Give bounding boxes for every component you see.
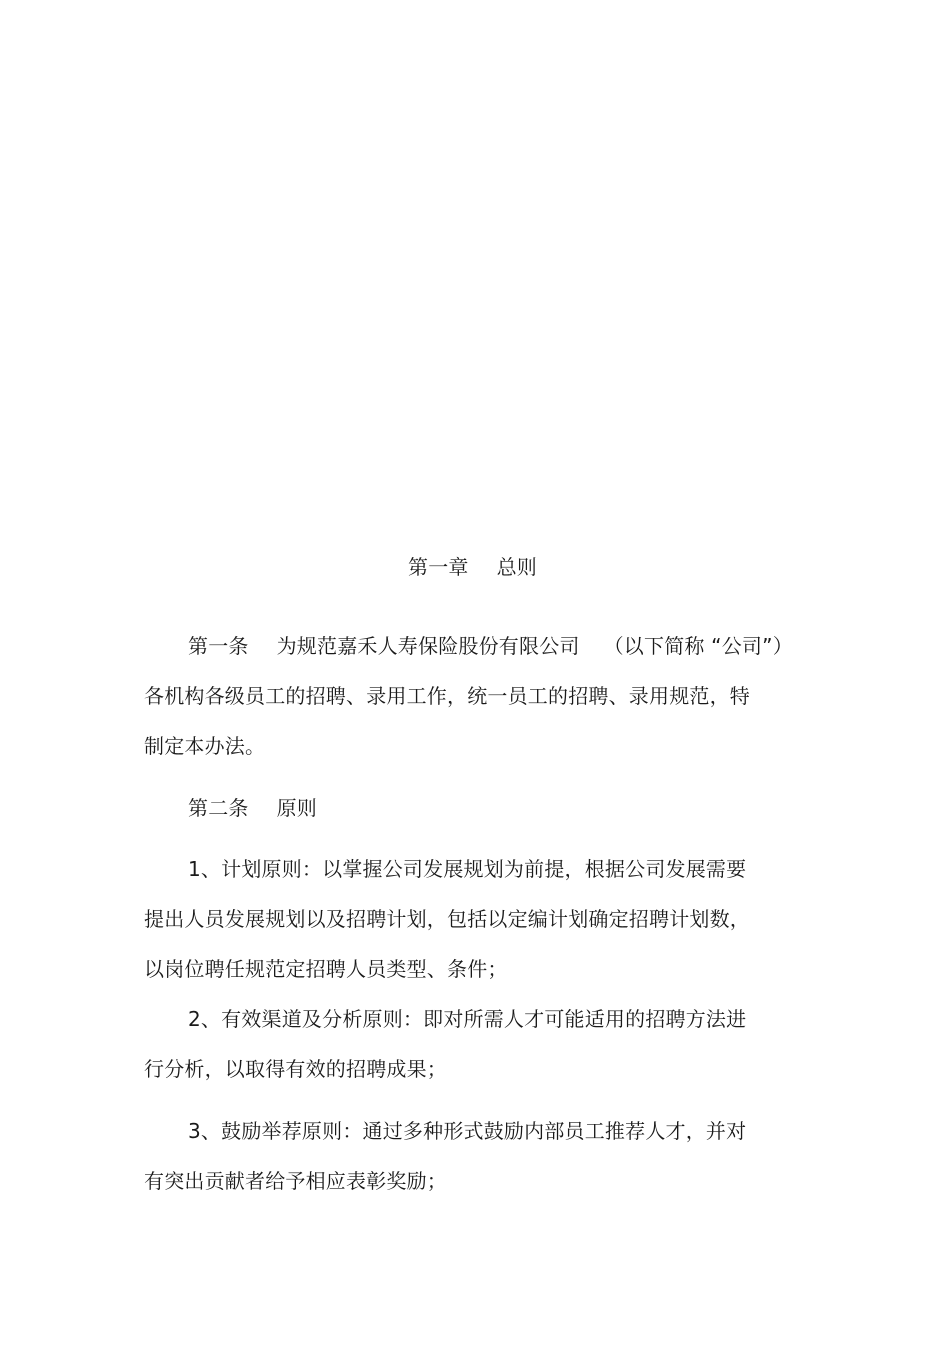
- chapter-title: 总则: [496, 555, 538, 579]
- article-1-line-1: [188, 633, 793, 659]
- article-1-line-3: 制定本办法。: [144, 734, 266, 758]
- principle-2-line-2: 行分析，以取得有效的招聘成果；: [144, 1057, 447, 1081]
- chapter-heading: [408, 554, 537, 580]
- principle-1-line-1: 1、计划原则：以掌握公司发展规划为前提，根据公司发展需要: [188, 857, 747, 881]
- principle-1-line-2: 提出人员发展规划以及招聘计划，包括以定编计划确定招聘计划数，: [144, 907, 750, 931]
- article-2-title: 原则: [276, 796, 318, 820]
- principle-3-line-2: 有突出贡献者给予相应表彰奖励；: [144, 1169, 447, 1193]
- principle-1-line-3: 以岗位聘任规范定招聘人员类型、条件；: [144, 957, 508, 981]
- article-2-label: 第二条: [188, 796, 249, 820]
- article-1-text-part1: 为规范嘉禾人寿保险股份有限公司: [276, 634, 580, 658]
- article-1-label: 第一条: [188, 634, 249, 658]
- principle-2-line-1: 2、有效渠道及分析原则：即对所需人才可能适用的招聘方法进: [188, 1007, 747, 1031]
- chapter-number: 第一章: [408, 555, 469, 579]
- article-1-line-2: 各机构各级员工的招聘、录用工作，统一员工的招聘、录用规范，特: [144, 684, 750, 708]
- article-2-heading: [188, 795, 317, 821]
- principle-3-line-1: 3、鼓励举荐原则：通过多种形式鼓励内部员工推荐人才，并对: [188, 1119, 747, 1143]
- article-1-text-part2: （以下简称 “公司”）: [603, 634, 793, 658]
